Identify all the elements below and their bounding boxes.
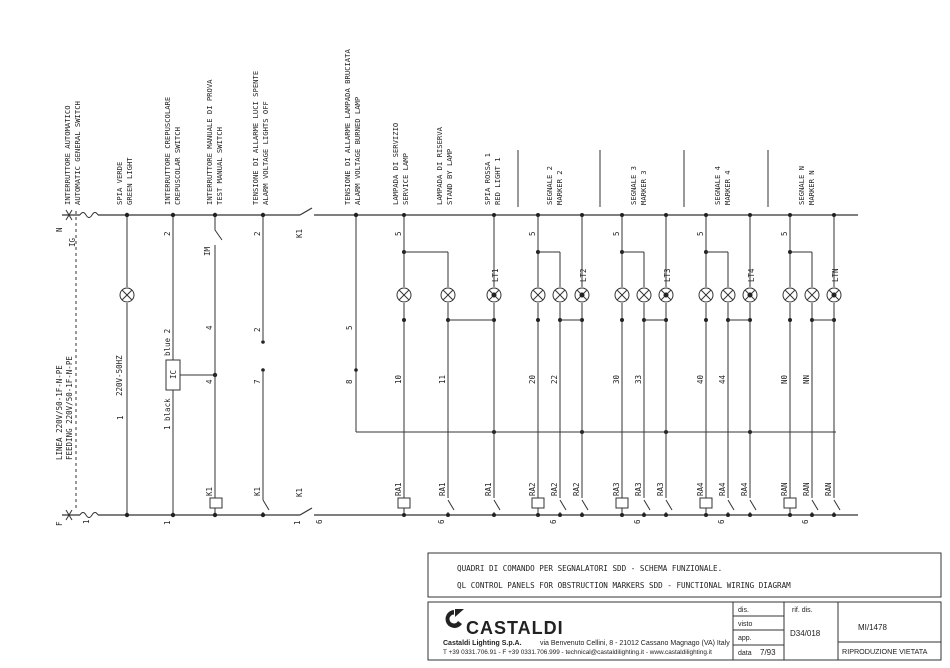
wire-label: 44 xyxy=(718,374,727,384)
marker-n-lt-label: LTN xyxy=(831,268,840,282)
wire-label: 5 xyxy=(696,231,705,236)
marker-n-service-lamp xyxy=(783,288,797,302)
marker-4-red-light xyxy=(743,288,757,302)
wire-label: 4 xyxy=(205,325,214,330)
wire-label: 6 xyxy=(717,519,726,524)
wire-label: 2 xyxy=(163,231,172,236)
wire-label: 6 xyxy=(633,519,642,524)
column-header-im-it: INTERRUTTORE MANUALE DI PROVA xyxy=(205,79,214,205)
marker-4-lt-label: LT4 xyxy=(747,268,756,282)
marker-4-standby-lamp xyxy=(721,288,735,302)
marker-n-ra-contact-label: RAN xyxy=(802,482,811,496)
marker-2-service-lamp xyxy=(531,288,545,302)
wire-label: 6 xyxy=(549,519,558,524)
company-name: Castaldi Lighting S.p.A. xyxy=(443,640,522,647)
wire-label: 1 xyxy=(293,520,302,525)
k1-contact-label: K1 xyxy=(253,486,262,496)
marker-3-ra-alarm-label: RA3 xyxy=(656,482,665,496)
column-headers xyxy=(63,49,816,205)
app-label: app. xyxy=(738,635,752,642)
marker-2-lt-label: LT2 xyxy=(579,268,588,282)
title-italian: QUADRI DI COMANDO PER SEGNALATORI SDD - SCHEMA FUNZIONALE. xyxy=(457,564,723,573)
column-header-m2-it: SEGNALE 2 xyxy=(545,166,554,205)
green-light-branch xyxy=(115,213,134,517)
column-header-ra-it: TENSIONE DI ALLARME LAMPADA BRUCIATA xyxy=(343,49,352,205)
marker-3-lt-label: LT3 xyxy=(663,268,672,282)
marker-n-ra-alarm-label: RAN xyxy=(824,482,833,496)
neutral-label: N xyxy=(55,227,64,232)
column-header-im-en: TEST MANUAL SWITCH xyxy=(215,127,224,205)
marker-1-red-light xyxy=(487,288,501,302)
wire-label: 6 xyxy=(315,519,324,524)
marker-n-ra-coil-label: RAN xyxy=(780,482,789,496)
marker-3-standby-lamp xyxy=(637,288,651,302)
column-header-ra-en: ALARM VOLTAGE BURNED LAMP xyxy=(353,96,362,205)
marker-n-red-light xyxy=(827,288,841,302)
test-manual-switch-branch xyxy=(203,213,222,517)
marker-2-standby-lamp xyxy=(553,288,567,302)
column-header-sl-en: SERVICE LAMP xyxy=(401,153,410,205)
wire-label: 8 xyxy=(345,379,354,384)
marker-2-ra-contact-label: RA2 xyxy=(550,482,559,496)
wire-label: 30 xyxy=(612,374,621,384)
marker-1-standby-lamp xyxy=(441,288,455,302)
wire-label: 10 xyxy=(394,374,403,384)
crepuscolar-switch-branch xyxy=(163,213,217,525)
lamp-groups xyxy=(394,213,841,524)
marker-4-service-lamp xyxy=(699,288,713,302)
column-header-rl-en: RED LIGHT 1 xyxy=(493,157,502,205)
wire-label: N0 xyxy=(780,374,789,384)
company-contacts: T +39 0331.706.91 - F +39 0331.706.999 - technical@castaldilighting.it - www.castaldilighting.it xyxy=(443,649,712,656)
drawing-number: MI/1478 xyxy=(858,623,887,632)
column-header-m2-en: MARKER 2 xyxy=(555,170,564,205)
wire-label: 2 xyxy=(253,231,262,236)
marker-1-service-lamp xyxy=(397,288,411,302)
column-header-gl-en: GREEN LIGHT xyxy=(125,157,134,205)
black-1-label: 1 black xyxy=(163,398,172,430)
wire-label: 33 xyxy=(634,374,643,384)
wire-label: 5 xyxy=(394,231,403,236)
riproduzione-vietata: RIPRODUZIONE VIETATA xyxy=(842,647,928,656)
alarm-burned-lamp-branch xyxy=(345,213,836,434)
wire-label: 1 xyxy=(163,520,172,525)
marker-n-standby-lamp xyxy=(805,288,819,302)
column-header-m4-en: MARKER 4 xyxy=(723,170,732,205)
visto-label: visto xyxy=(738,621,753,628)
title-block xyxy=(428,553,941,660)
column-header-ic-it: INTERRUTTORE CREPUSCOLARE xyxy=(163,96,172,205)
column-header-m4-it: SEGNALE 4 xyxy=(713,166,722,205)
column-header-ig-it: INTERRUTTORE AUTOMATICO xyxy=(63,105,72,205)
wire-label: 40 xyxy=(696,374,705,384)
feeding-label-en: FEEDING 220V/50-1F-N-PE xyxy=(65,356,74,460)
column-header-m3-it: SEGNALE 3 xyxy=(629,166,638,205)
im-label: IM xyxy=(203,246,212,256)
title-english: QL CONTROL PANELS FOR OBSTRUCTION MARKERS SDD - FUNCTIONAL WIRING DIAGRAM xyxy=(457,581,791,590)
wire-label: NN xyxy=(802,374,811,384)
wire-label: 6 xyxy=(801,519,810,524)
rif-label: rif. dis. xyxy=(792,607,813,614)
k1-bottom-label: K1 xyxy=(295,487,304,497)
logo-text: CASTALDI xyxy=(466,618,564,638)
column-header-sb-en: STAND BY LAMP xyxy=(445,148,454,205)
left-labels xyxy=(55,227,91,526)
marker-n-group xyxy=(780,213,840,524)
ic-label: IC xyxy=(169,369,178,379)
marker-3-group xyxy=(612,213,672,524)
column-header-sb-it: LAMPADA DI RISERVA xyxy=(435,127,444,205)
marker-1-ra-contact-label: RA1 xyxy=(438,482,447,496)
feeding-label-it: LINEA 220V/50-1F-N-PE xyxy=(55,365,64,460)
marker-3-ra-coil-label: RA3 xyxy=(612,482,621,496)
rif-value: D34/018 xyxy=(790,629,821,638)
wire-label: 7 xyxy=(253,379,262,384)
phase-label: F xyxy=(55,521,64,526)
wire-label: 1 xyxy=(116,415,125,420)
column-header-ic-en: CREPUSCOLAR SWITCH xyxy=(173,127,182,205)
castaldi-logo xyxy=(446,609,564,638)
column-header-mn-it: SEGNALE N xyxy=(797,166,806,205)
blue-2-label: blue 2 xyxy=(163,328,172,356)
supply-label: 220V-50HZ xyxy=(115,355,124,396)
marker-4-ra-contact-label: RA4 xyxy=(718,482,727,496)
marker-2-ra-alarm-label: RA2 xyxy=(572,482,581,496)
wire-label: 20 xyxy=(528,374,537,384)
marker-2-ra-coil-label: RA2 xyxy=(528,482,537,496)
data-label: data xyxy=(738,650,752,657)
data-value: 7/93 xyxy=(760,648,776,657)
column-header-gl-it: SPIA VERDE xyxy=(115,161,124,205)
wire-label: 22 xyxy=(550,374,559,384)
wire-label: 4 xyxy=(205,379,214,384)
marker-2-group xyxy=(528,213,588,524)
k1-contact-branch xyxy=(253,213,269,517)
marker-3-red-light xyxy=(659,288,673,302)
bus-lines xyxy=(62,208,858,520)
k1-top-label: K1 xyxy=(295,228,304,238)
marker-3-ra-contact-label: RA3 xyxy=(634,482,643,496)
wire-label: 5 xyxy=(780,231,789,236)
column-header-mn-en: MARKER N xyxy=(807,170,816,205)
marker-3-service-lamp xyxy=(615,288,629,302)
marker-4-group xyxy=(696,213,756,524)
marker-1-ra-coil-label: RA1 xyxy=(394,482,403,496)
marker-1-lt-label: LT1 xyxy=(491,268,500,282)
wire-label: 5 xyxy=(528,231,537,236)
wire-label: 6 xyxy=(437,519,446,524)
wire-label: 1 xyxy=(82,519,91,524)
wire-label: 11 xyxy=(438,374,447,384)
wire-label: 5 xyxy=(612,231,621,236)
marker-2-red-light xyxy=(575,288,589,302)
k1-coil-label: K1 xyxy=(205,486,214,496)
k1-main-contacts xyxy=(293,229,324,525)
company-address: via Benvenuto Cellini, 8 - 21012 Cassano Magnago (VA) Italy xyxy=(540,640,730,647)
dis-label: dis. xyxy=(738,607,749,614)
marker-1-ra-alarm-label: RA1 xyxy=(484,482,493,496)
column-header-rl-it: SPIA ROSSA 1 xyxy=(483,153,492,205)
marker-1-group xyxy=(394,213,500,524)
ig-label: IG xyxy=(68,237,77,247)
wire-label: 5 xyxy=(345,325,354,330)
column-header-sl-it: LAMPADA DI SERVIZIO xyxy=(391,122,400,205)
marker-4-ra-coil-label: RA4 xyxy=(696,482,705,496)
column-header-k1-en: ALARM VOLTAGE LIGHTS OFF xyxy=(261,101,270,205)
column-header-ig-en: AUTOMATIC GENERAL SWITCH xyxy=(73,101,82,205)
column-header-k1-it: TENSIONE DI ALLARME LUCI SPENTE xyxy=(251,70,260,205)
column-header-m3-en: MARKER 3 xyxy=(639,170,648,205)
marker-4-ra-alarm-label: RA4 xyxy=(740,482,749,496)
wire-label: 2 xyxy=(253,327,262,332)
